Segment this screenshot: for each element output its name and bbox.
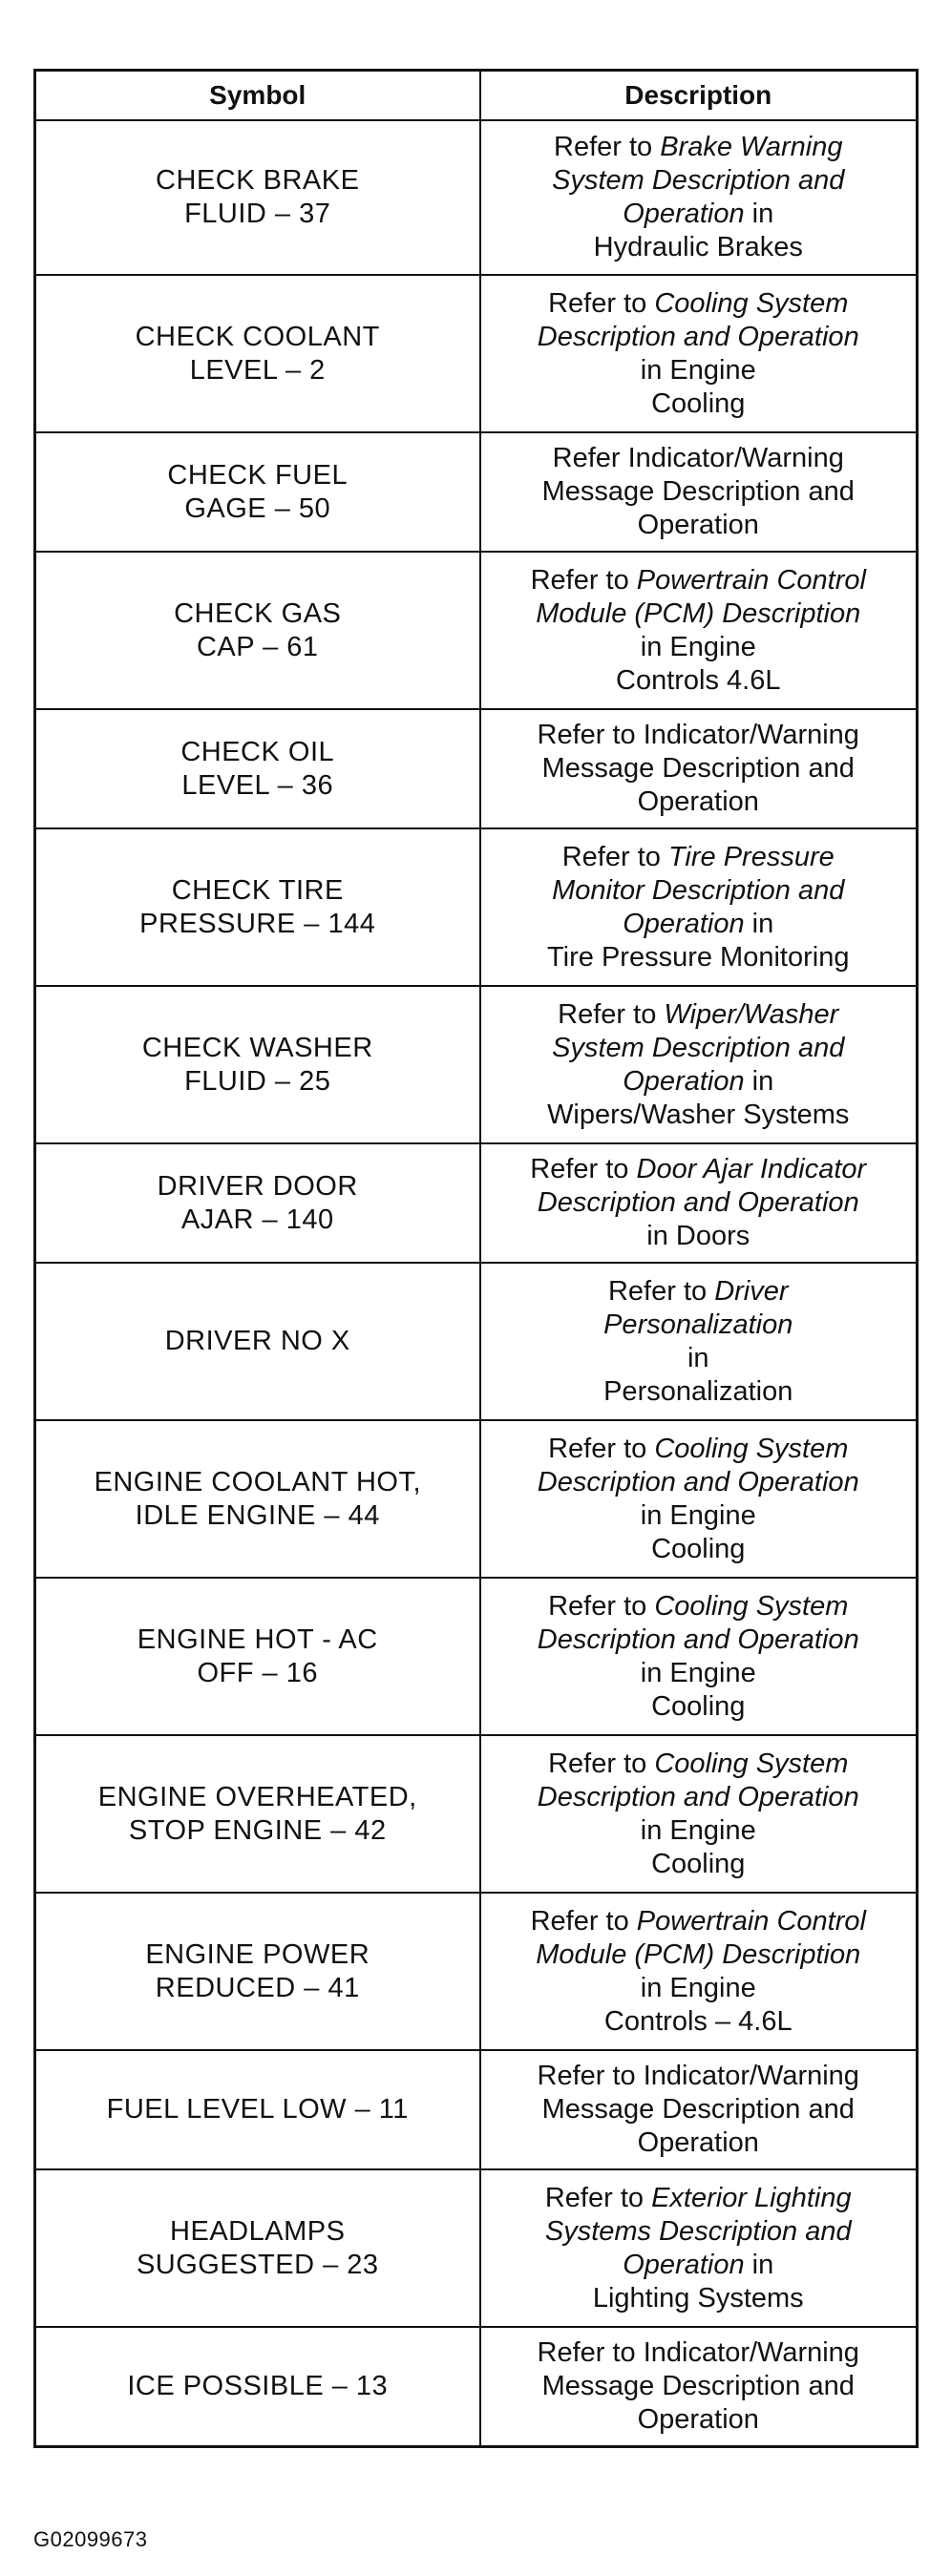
description-cell xyxy=(480,1143,918,1263)
description-line xyxy=(491,2336,907,2370)
description-text: in Engine xyxy=(640,1972,756,2003)
symbol-text: REDUCED – 41 xyxy=(155,1972,360,2003)
symbol-cell xyxy=(35,552,480,709)
description-text: Refer to xyxy=(554,132,661,162)
symbol-text: CHECK TIRE xyxy=(171,874,344,906)
symbol-text: ENGINE COOLANT HOT, xyxy=(94,1466,422,1497)
description-text: Operation xyxy=(637,786,759,817)
description-reference-text: Brake Warning xyxy=(660,132,843,162)
description-text: Message Description and xyxy=(541,2370,855,2401)
description-line xyxy=(491,1433,907,1466)
symbol-text: CHECK FUEL xyxy=(167,459,349,491)
description-cell xyxy=(480,828,918,986)
description-column-header: Description xyxy=(480,71,918,121)
description-line xyxy=(491,2282,907,2315)
description-text: in xyxy=(744,199,774,229)
description-line xyxy=(491,287,907,321)
description-line xyxy=(491,631,907,664)
description-line xyxy=(491,131,907,164)
description-line xyxy=(491,2005,907,2039)
description-line xyxy=(491,2249,907,2282)
description-reference-text: Door Ajar Indicator xyxy=(636,1154,867,1184)
description-reference-text: Tire Pressure xyxy=(667,841,835,872)
description-line xyxy=(491,998,907,1032)
description-reference-text: Description and Operation xyxy=(537,1466,859,1497)
table-body xyxy=(35,120,918,2446)
description-text: Personalization xyxy=(603,1375,793,1407)
description-line xyxy=(491,874,907,908)
description-reference-text: Systems Description and xyxy=(544,2215,852,2247)
description-text: Refer to Indicator/Warning xyxy=(537,2061,859,2091)
description-line xyxy=(491,1099,907,1132)
description-line xyxy=(491,1657,907,1690)
description-text: Refer to xyxy=(548,1590,655,1622)
table-row xyxy=(35,709,918,828)
description-reference-text: Operation xyxy=(623,199,745,229)
description-reference-text: Operation xyxy=(623,2249,745,2280)
symbol-cell xyxy=(35,120,480,275)
symbol-text: CAP – 61 xyxy=(196,631,319,662)
message-table xyxy=(33,69,919,2448)
symbol-text: CHECK OIL xyxy=(180,736,335,767)
symbol-text: CHECK GAS xyxy=(174,597,342,629)
message-table-container xyxy=(33,69,916,2448)
description-reference-text: Cooling System xyxy=(654,287,849,319)
description-reference-text: Operation xyxy=(623,1065,745,1097)
description-line xyxy=(491,1375,907,1409)
symbol-cell xyxy=(35,1893,480,2050)
description-text: Controls – 4.6L xyxy=(603,2005,792,2037)
description-line xyxy=(491,2215,907,2249)
description-cell xyxy=(480,1420,918,1578)
description-cell xyxy=(480,2050,918,2169)
description-line xyxy=(491,597,907,631)
description-cell xyxy=(480,986,918,1143)
symbol-text: ENGINE POWER xyxy=(145,1938,370,1970)
symbol-text: AJAR – 140 xyxy=(180,1204,334,1235)
description-reference-text: Monitor Description and xyxy=(552,874,845,906)
description-text: in Engine xyxy=(640,1657,756,1688)
description-cell xyxy=(480,2327,918,2446)
description-text: Refer to Indicator/Warning xyxy=(537,2336,859,2368)
description-line xyxy=(491,1533,907,1566)
description-line xyxy=(491,1309,907,1342)
description-text: Message Description and xyxy=(541,753,855,784)
description-line xyxy=(491,1623,907,1657)
description-line xyxy=(491,321,907,354)
symbol-text: FLUID – 37 xyxy=(184,199,331,229)
symbol-text: STOP ENGINE – 42 xyxy=(128,1814,387,1846)
table-row xyxy=(35,1263,918,1420)
symbol-text: OFF – 16 xyxy=(197,1657,318,1688)
table-row xyxy=(35,275,918,432)
description-reference-text: Description and Operation xyxy=(537,1623,859,1655)
description-text: in Engine xyxy=(640,1814,756,1846)
description-cell xyxy=(480,1893,918,2050)
symbol-cell xyxy=(35,2169,480,2327)
symbol-text: SUGGESTED – 23 xyxy=(136,2249,379,2280)
description-cell xyxy=(480,120,918,275)
figure-id: G02099673 xyxy=(33,2527,148,2551)
description-line xyxy=(491,1905,907,1938)
description-line xyxy=(491,719,907,752)
description-text: Cooling xyxy=(651,1533,746,1564)
description-line xyxy=(491,1748,907,1781)
description-text: Operation xyxy=(637,2127,759,2158)
description-line xyxy=(491,2126,907,2160)
description-line xyxy=(491,164,907,198)
description-text: Refer Indicator/Warning xyxy=(552,443,844,473)
description-line xyxy=(491,442,907,475)
symbol-text: LEVEL – 36 xyxy=(181,769,334,801)
description-text: Refer to Indicator/Warning xyxy=(537,720,859,750)
description-text: in Engine xyxy=(640,1499,756,1531)
description-line xyxy=(491,1186,907,1220)
description-reference-text: Wiper/Washer xyxy=(664,998,839,1030)
description-line xyxy=(491,1065,907,1099)
description-reference-text: Description and Operation xyxy=(537,1781,859,1812)
symbol-cell xyxy=(35,432,480,552)
description-line xyxy=(491,2403,907,2437)
description-line xyxy=(491,475,907,509)
symbol-cell xyxy=(35,986,480,1143)
description-text: Refer to xyxy=(530,564,637,596)
symbol-text: FUEL LEVEL LOW – 11 xyxy=(106,2094,409,2125)
description-line xyxy=(491,564,907,597)
description-line xyxy=(491,1466,907,1499)
symbol-text: DRIVER DOOR xyxy=(157,1170,358,1202)
description-line xyxy=(491,841,907,874)
description-cell xyxy=(480,552,918,709)
description-reference-text: Powertrain Control xyxy=(636,1905,866,1937)
description-text: in xyxy=(744,1065,774,1097)
description-text: Refer to xyxy=(561,841,668,872)
description-reference-text: Cooling System xyxy=(654,1433,849,1464)
table-row xyxy=(35,1143,918,1263)
table-row xyxy=(35,120,918,275)
description-reference-text: Description and Operation xyxy=(537,321,859,352)
symbol-cell xyxy=(35,828,480,986)
symbol-text: CHECK WASHER xyxy=(141,1032,373,1063)
table-row xyxy=(35,552,918,709)
description-line xyxy=(491,1342,907,1375)
symbol-cell xyxy=(35,1420,480,1578)
table-row xyxy=(35,986,918,1143)
symbol-text: DRIVER NO X xyxy=(164,1326,350,1356)
description-text: Cooling xyxy=(651,1690,746,1722)
symbol-cell xyxy=(35,275,480,432)
description-text: Lighting Systems xyxy=(592,2282,804,2314)
symbol-cell xyxy=(35,709,480,828)
description-line xyxy=(491,908,907,941)
symbol-cell xyxy=(35,1578,480,1735)
description-line xyxy=(491,664,907,698)
description-text: in Doors xyxy=(646,1221,750,1251)
description-line xyxy=(491,1499,907,1533)
description-line xyxy=(491,1220,907,1253)
description-line xyxy=(491,785,907,819)
description-reference-text: Cooling System xyxy=(654,1590,849,1622)
description-text: Refer to xyxy=(607,1275,715,1307)
table-row xyxy=(35,2327,918,2446)
table-row xyxy=(35,2050,918,2169)
description-line xyxy=(491,1032,907,1065)
symbol-text: HEADLAMPS xyxy=(170,2215,346,2247)
description-reference-text: Powertrain Control xyxy=(636,564,866,596)
table-row xyxy=(35,1735,918,1893)
description-line xyxy=(491,2182,907,2215)
symbol-cell xyxy=(35,1143,480,1263)
description-text: Refer to xyxy=(548,1748,655,1779)
symbol-text: ICE POSSIBLE – 13 xyxy=(127,2370,389,2401)
symbol-cell xyxy=(35,1263,480,1420)
description-cell xyxy=(480,2169,918,2327)
description-reference-text: Description and Operation xyxy=(537,1187,859,1218)
description-line xyxy=(491,752,907,785)
description-text: Operation xyxy=(637,2403,759,2435)
description-cell xyxy=(480,1735,918,1893)
symbol-column-header: Symbol xyxy=(35,71,480,121)
description-reference-text: Personalization xyxy=(603,1309,793,1340)
description-reference-text: Operation xyxy=(623,908,745,939)
description-line xyxy=(491,231,907,264)
description-text: Cooling xyxy=(651,387,746,419)
description-line xyxy=(491,1690,907,1724)
description-text: Refer to xyxy=(530,1154,637,1184)
table-row xyxy=(35,1893,918,2050)
symbol-text: IDLE ENGINE – 44 xyxy=(135,1499,380,1531)
symbol-cell xyxy=(35,1735,480,1893)
table-row xyxy=(35,432,918,552)
description-line xyxy=(491,198,907,231)
description-reference-text: System Description and xyxy=(552,1032,845,1063)
description-text: Operation xyxy=(637,510,759,540)
symbol-text: ENGINE OVERHEATED, xyxy=(97,1781,417,1812)
description-reference-text: Driver xyxy=(714,1275,789,1307)
symbol-cell xyxy=(35,2327,480,2446)
description-text: in Engine xyxy=(640,631,756,662)
symbol-text: CHECK COOLANT xyxy=(135,321,380,352)
description-reference-text: System Description and xyxy=(552,165,845,196)
description-text: Hydraulic Brakes xyxy=(593,232,803,262)
description-line xyxy=(491,387,907,421)
table-row xyxy=(35,828,918,986)
description-text: Cooling xyxy=(651,1848,746,1879)
description-cell xyxy=(480,1578,918,1735)
description-text: Refer to xyxy=(544,2182,652,2213)
table-row xyxy=(35,1578,918,1735)
description-line xyxy=(491,1938,907,1972)
description-line xyxy=(491,1275,907,1309)
description-line xyxy=(491,1590,907,1623)
table-row xyxy=(35,2169,918,2327)
table-row xyxy=(35,1420,918,1578)
description-line xyxy=(491,2370,907,2403)
symbol-text: CHECK BRAKE xyxy=(156,165,360,196)
description-text: Message Description and xyxy=(541,2094,855,2125)
symbol-text: LEVEL – 2 xyxy=(189,354,326,386)
description-reference-text: Exterior Lighting xyxy=(651,2182,852,2213)
description-text: in xyxy=(687,1342,709,1373)
description-line xyxy=(491,941,907,974)
symbol-text: PRESSURE – 144 xyxy=(139,908,376,939)
symbol-text: FLUID – 25 xyxy=(184,1065,331,1097)
description-reference-text: Cooling System xyxy=(654,1748,849,1779)
description-text: in Engine xyxy=(640,354,756,386)
description-text: in xyxy=(744,908,774,939)
description-line xyxy=(491,354,907,387)
header-row xyxy=(35,71,918,121)
description-text: Refer to xyxy=(530,1905,637,1937)
description-line xyxy=(491,1848,907,1881)
description-text: Controls 4.6L xyxy=(616,664,781,696)
description-line xyxy=(491,1781,907,1814)
description-reference-text: Module (PCM) Description xyxy=(536,1938,861,1970)
description-line xyxy=(491,1972,907,2005)
description-cell xyxy=(480,432,918,552)
description-text: in xyxy=(744,2249,774,2280)
description-line xyxy=(491,509,907,542)
description-cell xyxy=(480,709,918,828)
description-text: Refer to xyxy=(558,998,665,1030)
description-line xyxy=(491,1153,907,1186)
description-line xyxy=(491,1814,907,1848)
symbol-cell xyxy=(35,2050,480,2169)
description-text: Wipers/Washer Systems xyxy=(547,1099,850,1130)
symbol-text: GAGE – 50 xyxy=(184,492,331,524)
description-text: Tire Pressure Monitoring xyxy=(547,941,850,973)
description-line xyxy=(491,2093,907,2126)
description-text: Refer to xyxy=(548,287,655,319)
description-text: Message Description and xyxy=(541,476,855,507)
description-cell xyxy=(480,1263,918,1420)
description-cell xyxy=(480,275,918,432)
description-line xyxy=(491,2060,907,2093)
symbol-text: ENGINE HOT - AC xyxy=(137,1623,378,1655)
description-text: Refer to xyxy=(548,1433,655,1464)
description-reference-text: Module (PCM) Description xyxy=(536,597,861,629)
